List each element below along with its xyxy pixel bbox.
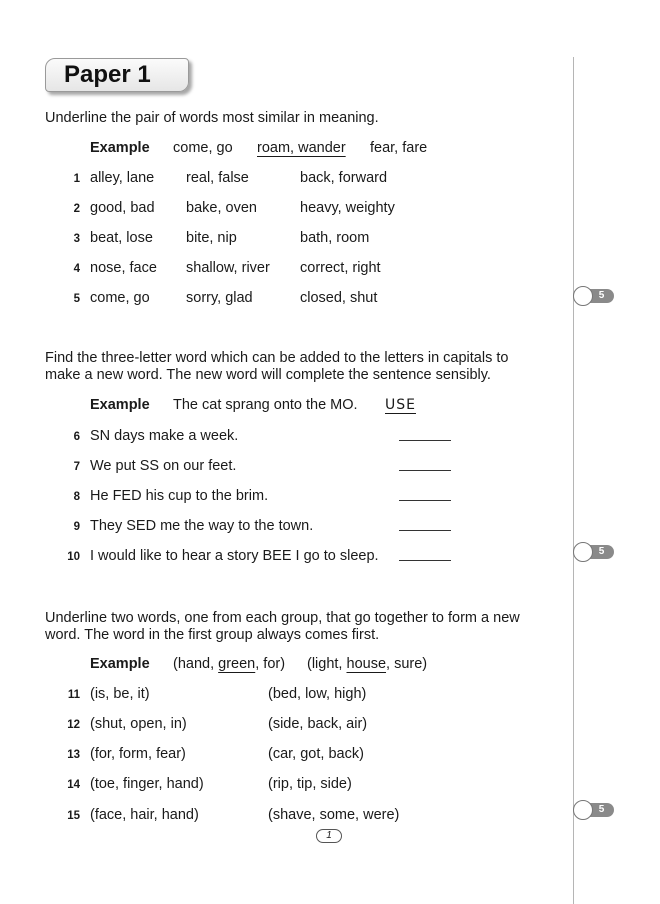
margin-rule bbox=[573, 57, 574, 904]
question-sentence: He FED his cup to the brim. bbox=[90, 488, 269, 504]
example-text: , for) bbox=[255, 656, 286, 672]
question-sentence: They SED me the way to the town. bbox=[90, 518, 314, 534]
section3-instruction: Underline two words, one from each group, that go together to form a new word. The word in the first group always comes first. bbox=[45, 610, 520, 643]
question-number: 9 bbox=[73, 521, 80, 533]
section2-example-answer: USE bbox=[385, 397, 416, 413]
question-number: 2 bbox=[73, 203, 80, 215]
word-pair[interactable]: beat, lose bbox=[90, 230, 153, 246]
section1-example-pair-1: come, go bbox=[173, 140, 233, 156]
question-number: 8 bbox=[73, 491, 80, 503]
question-sentence: SN days make a week. bbox=[90, 428, 239, 444]
example-text: (hand, bbox=[173, 656, 219, 672]
answer-blank[interactable] bbox=[399, 560, 451, 561]
question-sentence: I would like to hear a story BEE I go to sleep. bbox=[90, 548, 379, 564]
word-pair[interactable]: real, false bbox=[186, 170, 249, 186]
section3-example-group-1 bbox=[173, 656, 285, 672]
question-number: 10 bbox=[67, 551, 80, 563]
word-group-2[interactable]: (rip, tip, side) bbox=[268, 776, 352, 792]
word-group-1[interactable]: (face, hair, hand) bbox=[90, 807, 199, 823]
section3-score-marker bbox=[573, 800, 615, 820]
word-group-2[interactable]: (car, got, back) bbox=[268, 746, 364, 762]
word-pair[interactable]: nose, face bbox=[90, 260, 157, 276]
paper-title-tab bbox=[45, 58, 189, 92]
word-pair[interactable]: closed, shut bbox=[300, 290, 378, 306]
section1-score-marker bbox=[573, 286, 615, 306]
question-number: 11 bbox=[67, 689, 80, 701]
question-number: 14 bbox=[67, 779, 80, 791]
word-pair[interactable]: good, bad bbox=[90, 200, 155, 216]
section2-instruction: Find the three-letter word which can be added to the letters in capitals to make a new word. The new word will complete the sentence sensibly. bbox=[45, 350, 509, 383]
word-pair[interactable]: bath, room bbox=[300, 230, 370, 246]
section3-example-label: Example bbox=[90, 656, 150, 672]
example-answer-word: house bbox=[346, 656, 387, 672]
answer-blank[interactable] bbox=[399, 530, 451, 531]
section1-instruction: Underline the pair of words most similar in meaning. bbox=[45, 110, 379, 126]
question-number: 15 bbox=[67, 810, 80, 822]
score-circle[interactable] bbox=[573, 542, 593, 562]
answer-blank[interactable] bbox=[399, 440, 451, 441]
word-pair[interactable]: alley, lane bbox=[90, 170, 155, 186]
answer-blank[interactable] bbox=[399, 470, 451, 471]
word-group-1[interactable]: (toe, finger, hand) bbox=[90, 776, 204, 792]
question-number: 4 bbox=[73, 263, 80, 275]
page-number: 1 bbox=[316, 829, 342, 843]
example-answer-word: green bbox=[218, 656, 256, 672]
word-group-1[interactable]: (is, be, it) bbox=[90, 686, 150, 702]
section2-example-sentence: The cat sprang onto the MO. bbox=[173, 397, 358, 413]
score-tab: 5 bbox=[589, 803, 614, 817]
paper-title: Paper 1 bbox=[64, 61, 151, 88]
word-pair[interactable]: sorry, glad bbox=[186, 290, 253, 306]
question-sentence: We put SS on our feet. bbox=[90, 458, 237, 474]
question-number: 6 bbox=[73, 431, 80, 443]
answer-blank[interactable] bbox=[399, 500, 451, 501]
word-pair[interactable]: bite, nip bbox=[186, 230, 237, 246]
question-number: 13 bbox=[67, 749, 80, 761]
question-number: 1 bbox=[73, 173, 80, 185]
word-pair[interactable]: come, go bbox=[90, 290, 150, 306]
question-number: 3 bbox=[73, 233, 80, 245]
word-group-2[interactable]: (bed, low, high) bbox=[268, 686, 367, 702]
score-tab: 5 bbox=[589, 289, 614, 303]
word-pair[interactable]: correct, right bbox=[300, 260, 381, 276]
score-circle[interactable] bbox=[573, 800, 593, 820]
word-pair[interactable]: heavy, weighty bbox=[300, 200, 395, 216]
section1-example-answer: roam, wander bbox=[257, 140, 346, 156]
question-number: 12 bbox=[67, 719, 80, 731]
score-tab: 5 bbox=[589, 545, 614, 559]
word-pair[interactable]: bake, oven bbox=[186, 200, 257, 216]
question-number: 5 bbox=[73, 293, 80, 305]
example-text: (light, bbox=[307, 656, 347, 672]
section2-example-label: Example bbox=[90, 397, 150, 413]
section3-example-group-2 bbox=[307, 656, 427, 672]
section2-score-marker bbox=[573, 542, 615, 562]
score-circle[interactable] bbox=[573, 286, 593, 306]
section1-example-label: Example bbox=[90, 140, 150, 156]
section1-example-pair-3: fear, fare bbox=[370, 140, 428, 156]
word-group-1[interactable]: (shut, open, in) bbox=[90, 716, 187, 732]
word-pair[interactable]: shallow, river bbox=[186, 260, 270, 276]
example-text: , sure) bbox=[386, 656, 428, 672]
word-group-1[interactable]: (for, form, fear) bbox=[90, 746, 186, 762]
question-number: 7 bbox=[73, 461, 80, 473]
word-group-2[interactable]: (side, back, air) bbox=[268, 716, 368, 732]
word-group-2[interactable]: (shave, some, were) bbox=[268, 807, 400, 823]
word-pair[interactable]: back, forward bbox=[300, 170, 388, 186]
